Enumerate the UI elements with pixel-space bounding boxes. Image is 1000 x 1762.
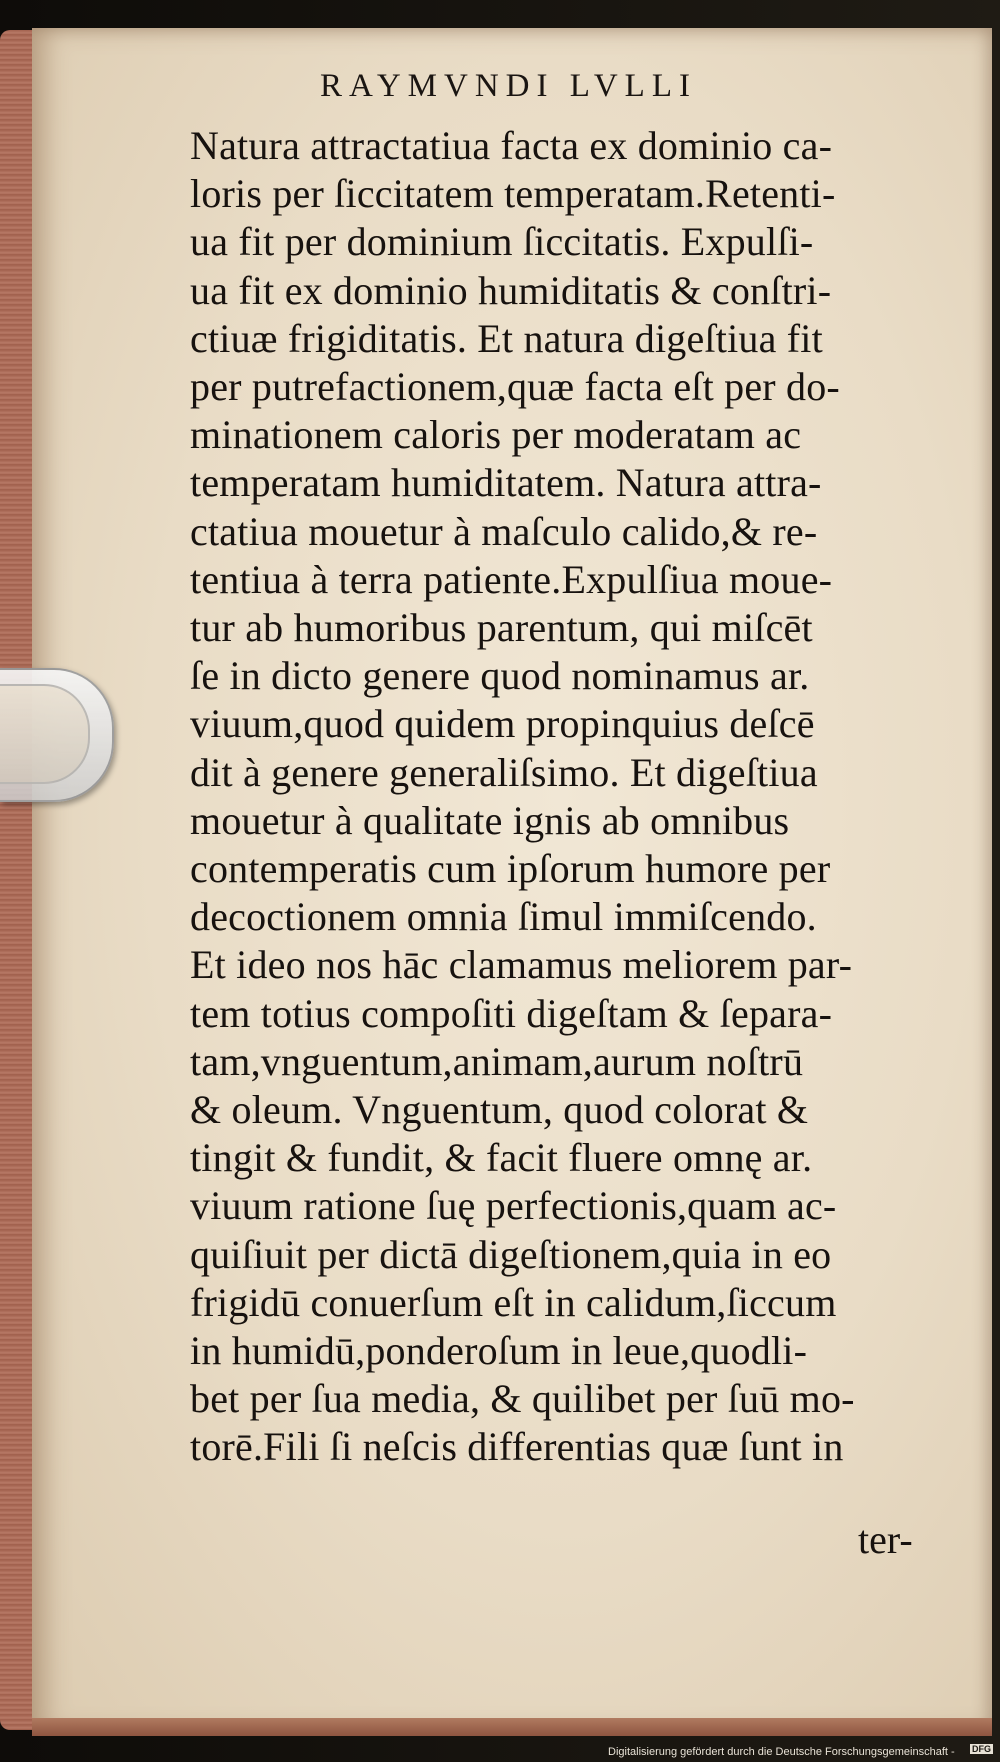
- text-line: Natura attractatiua facta ex dominio ca-: [190, 123, 833, 168]
- text-line: tingit & fundit, & facit fluere omnę ar.: [190, 1135, 813, 1181]
- text-line: torē.Fili ſi neſcis differentias quæ ſunt in: [190, 1424, 844, 1470]
- text-line: ua fit per dominium ſiccitatis. Expulſi-: [190, 219, 814, 265]
- catchword: ter-: [858, 1517, 913, 1562]
- text-line: & oleum. Vnguentum, quod colorat &: [190, 1087, 809, 1133]
- text-line: tentiua à terra patiente.Expulſiua moue-: [190, 556, 833, 602]
- text-line: per putrefactionem,quæ facta eſt per do-: [190, 364, 840, 410]
- text-line: tam,vnguentum,animam,aurum noſtrū: [190, 1038, 804, 1084]
- digitization-credit: Digitalisierung gefördert durch die Deutsche Forschungsgemeinschaft -: [608, 1746, 955, 1758]
- text-line: Et ideo nos hāc clamamus meliorem par-: [190, 942, 853, 988]
- page-clip-inner: [0, 684, 90, 784]
- text-line: minationem caloris per moderatam ac: [190, 412, 802, 458]
- text-line: quiſiuit per dictā digeſtionem,quia in eo: [190, 1231, 832, 1277]
- text-line: ua fit ex dominio humiditatis & conſtri-: [190, 267, 832, 313]
- text-line: contemperatis cum ipſorum humore per: [190, 846, 831, 892]
- text-line: tem totius compoſiti digeſtam & ſepara-: [190, 990, 833, 1036]
- running-head: RAYMVNDI LVLLI: [320, 68, 697, 104]
- text-line: loris per ſiccitatem temperatam.Retenti-: [190, 171, 836, 217]
- text-line: mouetur à qualitate ignis ab omnibus: [190, 797, 790, 843]
- text-line: tur ab humoribus parentum, qui miſcēt: [190, 605, 813, 651]
- page-bottom-edge: [32, 1718, 992, 1736]
- text-line: in humidū,ponderoſum in leue,quodli-: [190, 1328, 808, 1374]
- body-text: [190, 122, 930, 1472]
- text-line: bet per ſua media, & quilibet per ſuū mo-: [190, 1376, 855, 1422]
- text-line: viuum,quod quidem propinquius deſcē: [190, 701, 815, 747]
- text-line: dit à genere generaliſsimo. Et digeſtiua: [190, 749, 818, 795]
- text-line: decoctionem omnia ſimul immiſcendo.: [190, 894, 817, 940]
- text-line: ſe in dicto genere quod nominamus ar.: [190, 653, 810, 699]
- text-line: temperatam humiditatem. Natura attra-: [190, 460, 822, 506]
- text-line: frigidū conuerſum eſt in calidum,ſiccum: [190, 1279, 837, 1325]
- text-line: viuum ratione ſuę perfectionis,quam ac-: [190, 1183, 837, 1229]
- text-line: ctiuæ frigiditatis. Et natura digeſtiua fit: [190, 315, 823, 361]
- text-line: ctatiua mouetur à maſculo calido,& re-: [190, 508, 818, 554]
- dfg-logo: DFG: [972, 1744, 991, 1754]
